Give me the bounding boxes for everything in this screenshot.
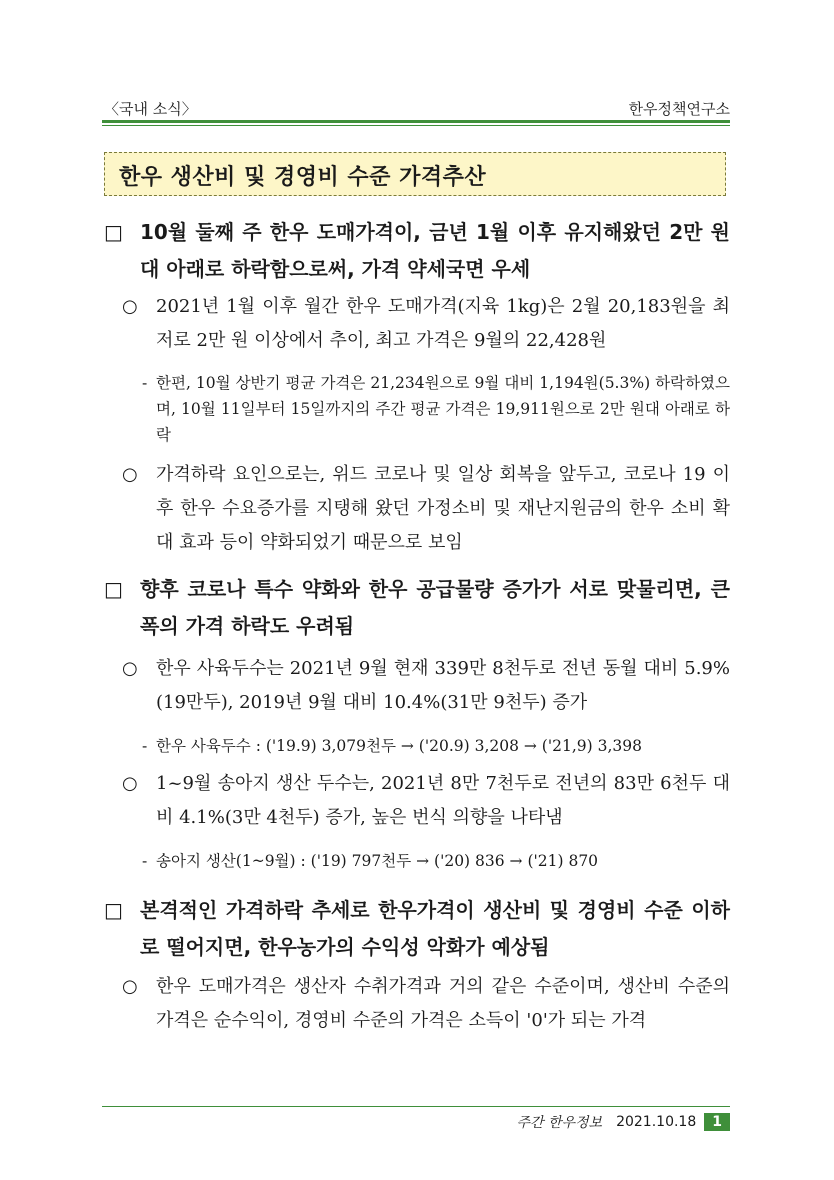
dash-bullet-icon: - [142, 737, 148, 755]
square-bullet-icon: □ [104, 898, 123, 922]
list-item [122, 458, 730, 560]
list-item [122, 767, 730, 835]
list-item-text: 2021년 1월 이후 월간 한우 도매가격(지육 1kg)은 2월 20,183원을 최저로 2만 원 이상에서 추이, 최고 가격은 9월의 22,428원 [156, 296, 730, 351]
header-right: 한우정책연구소 [628, 100, 730, 118]
circle-bullet-icon: ○ [122, 464, 138, 485]
circle-bullet-icon: ○ [122, 976, 138, 997]
section-heading-text: 본격적인 가격하락 추세로 한우가격이 생산비 및 경영비 수준 이하로 떨어지면, 한우농가의 수익성 악화가 예상됨 [140, 898, 730, 959]
section-heading [104, 571, 730, 645]
list-item-text: 한우 도매가격은 생산자 수취가격과 거의 같은 수준이며, 생산비 수준의 가격은 순수익이, 경영비 수준의 가격은 소득이 '0'가 되는 가격 [156, 976, 730, 1031]
sub-item [142, 848, 730, 874]
dash-bullet-icon: - [142, 852, 148, 870]
sub-item-text: 한우 사육두수 : ('19.9) 3,079천두 → ('20.9) 3,208 → ('21,9) 3,398 [156, 737, 642, 755]
sub-item-text: 송아지 생산(1~9월) : ('19) 797천두 → ('20) 836 → ('21) 870 [156, 852, 599, 870]
square-bullet-icon: □ [104, 220, 123, 244]
section-heading [104, 214, 730, 288]
square-bullet-icon: □ [104, 577, 123, 601]
title-box [104, 152, 726, 196]
footer-rule [102, 1106, 730, 1107]
list-item-text: 1~9월 송아지 생산 두수는, 2021년 8만 7천두로 전년의 83만 6천두 대비 4.1%(3만 4천두) 증가, 높은 번식 의향을 나타냄 [156, 773, 730, 828]
footer [516, 1112, 730, 1132]
list-item [122, 652, 730, 720]
section-heading [104, 892, 730, 966]
section-heading-text: 10월 둘째 주 한우 도매가격이, 금년 1월 이후 유지해왔던 2만 원대 아래로 하락함으로써, 가격 약세국면 우세 [140, 220, 730, 281]
circle-bullet-icon: ○ [122, 773, 138, 794]
list-item-text: 한우 사육두수는 2021년 9월 현재 339만 8천두로 전년 동월 대비 5.9%(19만두), 2019년 9월 대비 10.4%(31만 9천두) 증가 [156, 658, 730, 713]
circle-bullet-icon: ○ [122, 296, 138, 317]
dash-bullet-icon: - [142, 374, 148, 392]
section-heading-text: 향후 코로나 특수 약화와 한우 공급물량 증가가 서로 맞물리면, 큰 폭의 가격 하락도 우려됨 [140, 577, 730, 638]
list-item [122, 290, 730, 358]
page-title: 한우 생산비 및 경영비 수준 가격추산 [119, 165, 487, 190]
circle-bullet-icon: ○ [122, 658, 138, 679]
sub-item [142, 733, 730, 759]
sub-item-text: 한편, 10월 상반기 평균 가격은 21,234원으로 9월 대비 1,194원(5.3%) 하락하였으며, 10월 11일부터 15일까지의 주간 평균 가격은 19,911원으로 2만 원대 아래로 하락 [156, 374, 730, 444]
publication-name: 주간 한우정보 [516, 1115, 603, 1131]
list-item-text: 가격하락 요인으로는, 위드 코로나 및 일상 회복을 앞두고, 코로나 19 이후 한우 수요증가를 지탱해 왔던 가정소비 및 재난지원금의 한우 소비 확대 효과 등이 약화되었기 때문으로 보임 [156, 464, 730, 553]
page-number: 1 [704, 1113, 730, 1131]
sub-item [142, 370, 730, 448]
list-item [122, 970, 730, 1038]
header-rule [102, 120, 730, 123]
publication-date: 2021.10.18 [616, 1114, 697, 1130]
header-left: 〈국내 소식〉 [104, 100, 197, 118]
header-rule-thin [102, 125, 730, 126]
